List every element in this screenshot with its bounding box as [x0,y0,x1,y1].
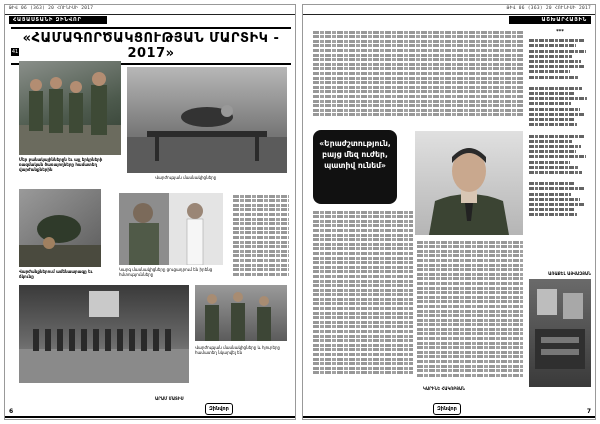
right-article-col1 [313,209,413,379]
left-page [4,4,296,420]
right-running-head: ԹԻՎ 06 (363) 20 ՀՈՒՆԻՍԻ 2017 [303,5,595,15]
caption-4: Կարգ մասնակիցները ցուցադրում են իրենց հմտությունները [119,267,213,277]
left-footer-rule [5,416,295,418]
article-title: «ՀԱՄԱԳՈՐԾԱԿՑՈՒԹՅԱՆ ՄԱՐՏԻԿ - 2017» [11,27,291,65]
right-footer-byline: ԿԱՐԻՆԵ ՀԱԿՈԲՅԱՆ [423,386,466,391]
photo-performer [119,193,223,265]
obstacle-illustration [127,67,287,173]
photo-memorial [529,279,591,387]
quote-line-3: պատիվ ունեմ» [324,161,386,170]
left-section-bar: ՀԱՅԱՍՏԱՆԻ ԶԻՆՎՈՐ [9,16,107,24]
right-article-intro [313,29,523,123]
poem-byline: ԱՌԱՔԵԼ ԱՅՎԱԶՅԱՆ [548,271,591,276]
left-logo: Զինվոր [205,403,233,415]
caption-1: Մեր բանակայիններըն եւ այլ երկրների ռազմական ծառայողները համատեղ վարժանքներին [19,157,103,172]
officers-illustration [195,285,287,341]
right-section-bar: ԱՇԽԱՐՀԱՅԻՆ [509,16,591,24]
photo-obstacle-course [127,67,287,173]
photo-ceremony [19,285,189,383]
photo-soldiers-group [19,61,121,155]
performer-illustration [119,193,223,265]
right-logo: Զինվոր [433,403,461,415]
quote-line-2: բայց մեզ ուժեր, [322,150,388,159]
left-page-number: 6 [9,408,14,415]
portrait-illustration [415,131,523,235]
caption-3: Վարժանքներում ամենաարագը եւ ճկունը [19,269,93,279]
title-badge: 41 [11,49,19,55]
soldiers-illustration [19,61,121,155]
right-article-col2 [417,239,523,379]
caption-2: Վարժության մասնակիցները [155,175,217,180]
photo-acrobatic [19,189,101,267]
photo-officers [195,285,287,341]
left-article-text-1 [233,193,289,285]
poem-column [529,37,591,269]
acrobatic-illustration [19,189,101,267]
left-byline: ԱՐԱՄ ՄԱՏԻՍ [155,396,184,401]
right-page-number: 7 [586,408,591,415]
ceremony-illustration [19,285,189,383]
right-page [302,4,596,420]
poem-header: *** [556,29,564,35]
pull-quote [313,130,397,204]
caption-5: Վարժության մասնակիցները և հյուրերը համատեղ նկարվել են [195,345,281,355]
left-running-head: ԹԻՎ 06 (363) 20 ՀՈՒՆԻՍԻ 2017 [5,5,295,15]
memorial-illustration [529,279,591,387]
quote-line-1: «Երաժշտություն, [319,139,391,148]
photo-soldier-portrait [415,131,523,235]
right-footer-rule [303,416,595,418]
